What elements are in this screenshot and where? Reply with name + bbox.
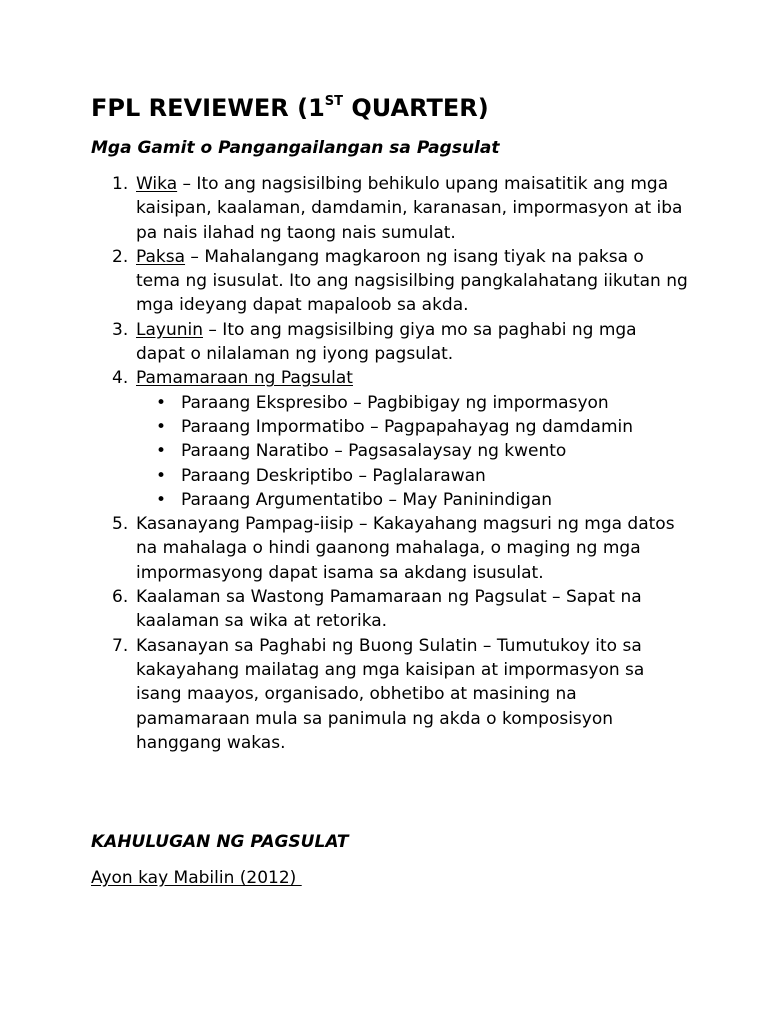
list-item-text: – Mahalangang magkaroon ng isang tiyak na paksa o tema ng isusulat. Ito ang nagsisilbing pangkalahatang iikutan ng mga ideyang dapat mapaloob sa akda. (136, 246, 688, 316)
title-superscript: ST (324, 94, 344, 109)
sub-list-item (136, 488, 691, 512)
sub-list-item-text: Paraang Impormatibo – Pagpapahayag ng damdamin (181, 416, 634, 437)
bullet-icon: • (156, 441, 167, 462)
list-item-number: 7. (112, 635, 129, 656)
sub-list-item-text: Paraang Argumentatibo – May Paninindigan (181, 489, 553, 510)
sub-list-item-text: Paraang Naratibo – Pagsasalaysay ng kwento (181, 441, 567, 462)
list-item-number: 5. (112, 514, 129, 535)
title-end: QUARTER) (343, 94, 489, 122)
list-item (91, 318, 691, 367)
bullet-icon: • (156, 465, 167, 486)
sub-list-item-text: Paraang Deskriptibo – Paglalarawan (181, 465, 486, 486)
writing-methods-list (136, 391, 691, 512)
sub-list-item-text: Paraang Ekspresibo – Pagbibigay ng impormasyon (181, 392, 609, 413)
list-item-term: Paksa (136, 246, 186, 267)
sub-list-item (136, 415, 691, 439)
list-item-text: – Ito ang nagsisilbing behikulo upang maisatitik ang mga kaisipan, kaalaman, damdamin, karanasan, impormasyon at iba pa nais ilahad ng taong nais sumulat. (136, 174, 683, 243)
document-subtitle: Mga Gamit o Pangangailangan sa Pagsulat (91, 138, 500, 158)
list-item-number: 4. (112, 368, 129, 389)
list-item-number: 2. (112, 246, 129, 267)
list-item (91, 172, 691, 245)
bullet-icon: • (156, 416, 167, 437)
list-item (91, 245, 691, 318)
title-main: FPL REVIEWER (1 (91, 94, 325, 122)
sub-list-item (136, 439, 691, 463)
list-item (91, 634, 691, 755)
sub-list-item (136, 464, 691, 488)
list-item-term: Layunin (136, 319, 203, 340)
list-item (91, 585, 691, 634)
section-heading: KAHULUGAN NG PAGSULAT (91, 832, 349, 852)
bullet-icon: • (156, 392, 167, 413)
list-item (91, 366, 691, 512)
list-item-number: 1. (112, 174, 129, 194)
list-item-text: Kasanayang Pampag-iisip – Kakayahang magsuri ng mga datos na mahalaga o hindi gaanong mahalaga, o maging ng mga impormasyong dapat isama sa akdang isusulat. (136, 514, 675, 583)
list-item-number: 3. (112, 319, 129, 340)
list-item-text: – Ito ang magsisilbing giya mo sa paghabi ng mga dapat o nilalaman ng iyong pagsulat. (136, 319, 637, 365)
bullet-icon: • (156, 489, 167, 510)
source-citation: Ayon kay Mabilin (2012) (91, 868, 302, 888)
list-item-term: Wika (136, 174, 178, 194)
sub-list-item (136, 391, 691, 415)
requirements-list (91, 172, 691, 755)
list-item-text: Kasanayan sa Paghabi ng Buong Sulatin – Tumutukoy ito sa kakayahang mailatag ang mga kaisipan at impormasyon sa isang maayos, organisado, obhetibo at masining na pamamaraan mula sa panimula ng akda o komposisyon hanggang wakas. (136, 635, 645, 753)
list-item-number: 6. (112, 587, 129, 608)
list-item-term: Pamamaraan ng Pagsulat (136, 368, 353, 389)
list-item (91, 512, 691, 585)
document-title (91, 90, 489, 126)
list-item-text: Kaalaman sa Wastong Pamamaraan ng Pagsulat – Sapat na kaalaman sa wika at retorika. (136, 587, 642, 632)
